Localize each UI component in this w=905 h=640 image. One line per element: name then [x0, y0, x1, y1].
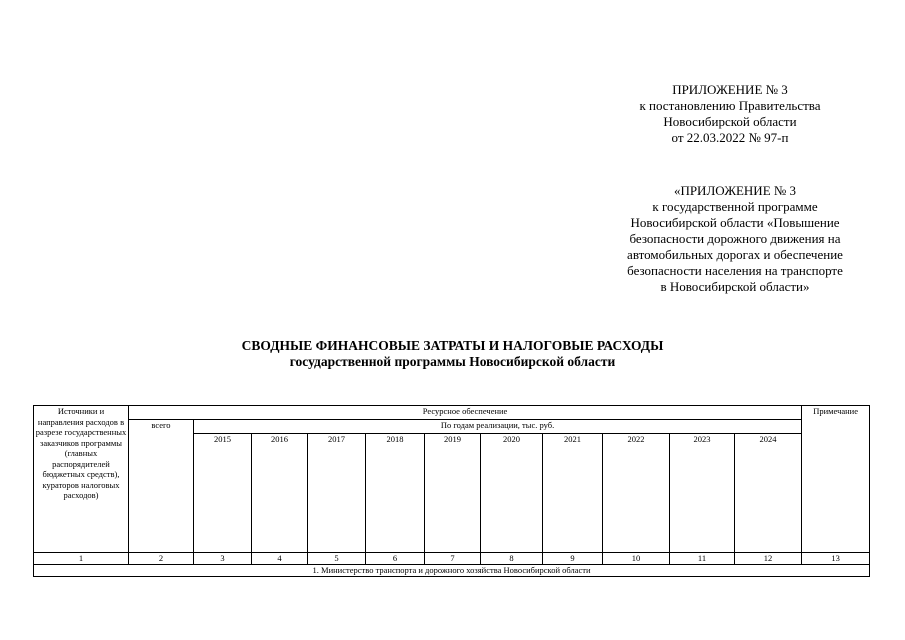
- appendix-program-block: [590, 183, 880, 295]
- column-number: 4: [252, 553, 308, 565]
- appendix-line: ПРИЛОЖЕНИЕ № 3: [672, 82, 788, 97]
- column-number: 13: [802, 553, 870, 565]
- year-header: 2015: [194, 434, 252, 553]
- column-number: 2: [129, 553, 194, 565]
- appendix-line: от 22.03.2022 № 97-п: [671, 130, 789, 145]
- year-header: 2024: [735, 434, 802, 553]
- year-header: 2023: [670, 434, 735, 553]
- column-number: 6: [366, 553, 425, 565]
- appendix-line: «ПРИЛОЖЕНИЕ № 3: [673, 183, 797, 198]
- appendix-line: безопасности дорожного движения на: [629, 231, 841, 246]
- column-number: 11: [670, 553, 735, 565]
- appendix-resolution-block: [600, 82, 860, 146]
- column-number: 1: [34, 553, 129, 565]
- appendix-line: к постановлению Правительства: [639, 98, 821, 113]
- year-header: 2018: [366, 434, 425, 553]
- year-header: 2021: [543, 434, 603, 553]
- column-number: 3: [194, 553, 252, 565]
- document-title: [150, 338, 755, 370]
- column-number: 8: [481, 553, 543, 565]
- note-header: Примечание: [802, 406, 870, 553]
- column-number: 12: [735, 553, 802, 565]
- title-line-2: государственной программы Новосибирской области: [289, 354, 616, 369]
- resource-header: Ресурсное обеспечение: [129, 406, 802, 420]
- by-years-header: По годам реализации, тыс. руб.: [194, 420, 802, 434]
- appendix-line: автомобильных дорогах и обеспечение: [627, 247, 843, 262]
- column-number: 10: [603, 553, 670, 565]
- financial-table: [33, 405, 870, 577]
- sources-header: Источники и направления расходов в разрезе государственных заказчиков программы (главных распорядителей бюджетных средств), кураторов налоговых расходов): [34, 406, 129, 553]
- year-header: 2020: [481, 434, 543, 553]
- appendix-line: Новосибирской области «Повышение: [630, 215, 840, 230]
- section-title: 1. Министерство транспорта и дорожного хозяйства Новосибирской области: [34, 565, 870, 577]
- year-header: 2016: [252, 434, 308, 553]
- year-header: 2019: [425, 434, 481, 553]
- year-header: 2017: [308, 434, 366, 553]
- column-number: 7: [425, 553, 481, 565]
- appendix-line: в Новосибирской области»: [660, 279, 810, 294]
- column-number: 5: [308, 553, 366, 565]
- column-number: 9: [543, 553, 603, 565]
- appendix-line: Новосибирской области: [663, 114, 797, 129]
- total-header: всего: [129, 420, 194, 553]
- appendix-line: к государственной программе: [652, 199, 818, 214]
- appendix-line: безопасности населения на транспорте: [627, 263, 843, 278]
- year-header: 2022: [603, 434, 670, 553]
- title-line-1: СВОДНЫЕ ФИНАНСОВЫЕ ЗАТРАТЫ И НАЛОГОВЫЕ РАСХОДЫ: [241, 338, 664, 353]
